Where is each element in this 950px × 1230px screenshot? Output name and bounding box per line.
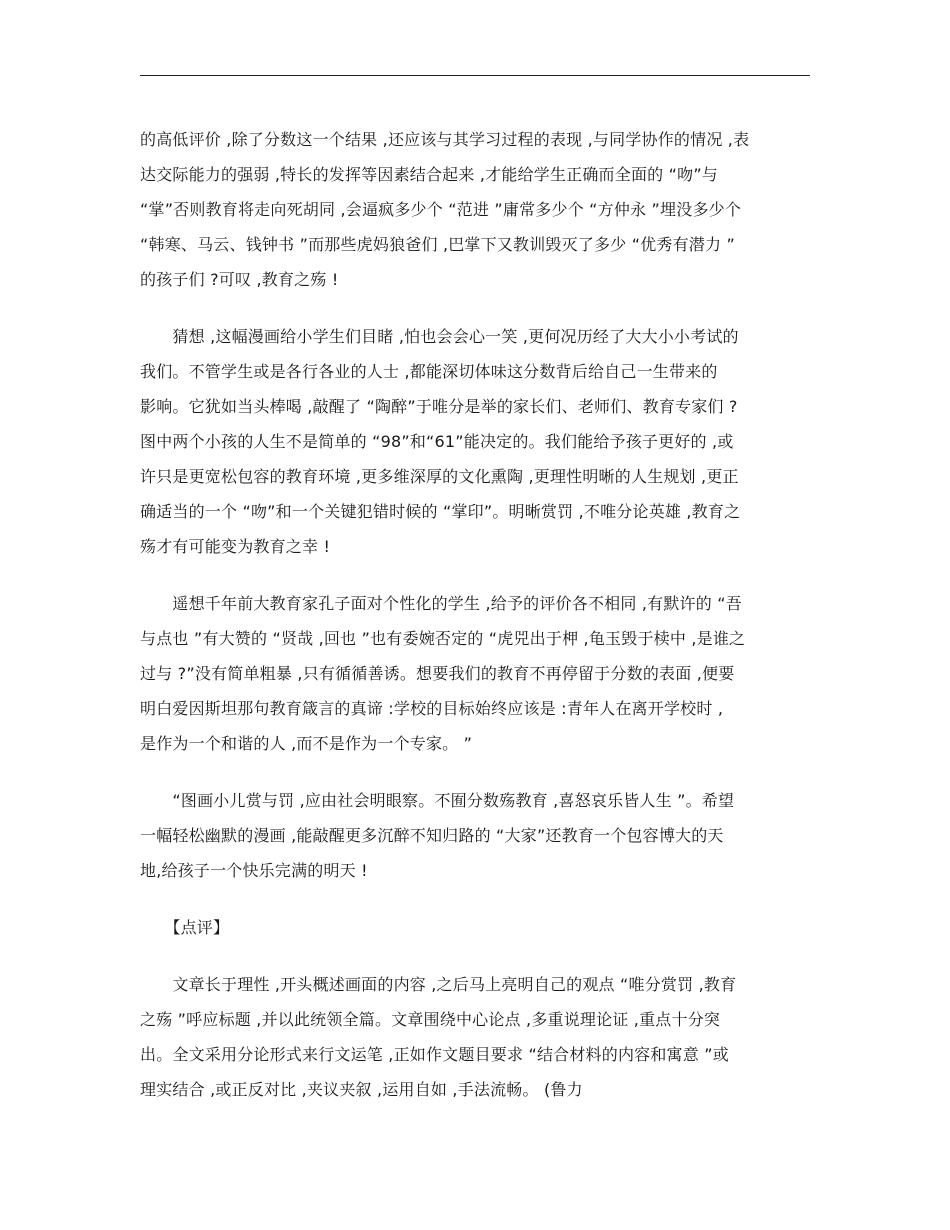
paragraph-review	[140, 967, 820, 1107]
text-line: 之殇 ”呼应标题 ,并以此统领全篇。文章围绕中心论点 ,多重说理论证 ,重点十分突	[140, 1010, 721, 1029]
text-line: “掌”否则教育将走向死胡同 ,会逼疯多少个 “范进 ”庸常多少个 “方仲永 ”埋没多少个	[140, 200, 742, 219]
text-line: 图中两个小孩的人生不是简单的 “98”和“61”能决定的。我们能给予孩子更好的 ,或	[140, 432, 734, 451]
text-line: 是作为一个和谐的人 ,而不是作为一个专家。 ”	[140, 734, 473, 753]
text-line: 理实结合 ,或正反对比 ,夹议夹叙 ,运用自如 ,手法流畅。 (鲁力	[140, 1080, 583, 1099]
text-line: 文章长于理性 ,开头概述画面的内容 ,之后马上亮明自己的观点 “唯分赏罚 ,教育	[140, 975, 737, 994]
text-line: 影响。它犹如当头棒喝 ,敲醒了 “陶醉”于唯分是举的家长们、老师们、教育专家们 ?	[140, 397, 738, 416]
text-line: 猜想 ,这幅漫画给小学生们目睹 ,怕也会会心一笑 ,更何况历经了大大小小考试的	[140, 327, 739, 346]
paragraph-1	[140, 122, 820, 297]
text-line: 出。全文采用分论形式来行文运笔 ,正如作文题目要求 “结合材料的内容和寓意 ”或	[140, 1045, 729, 1064]
paragraph-4	[140, 783, 820, 888]
text-line: “图画小儿赏与罚 ,应由社会明眼察。不囿分数殇教育 ,喜怒哀乐皆人生 ”。希望	[140, 791, 735, 810]
text-line: 的高低评价 ,除了分数这一个结果 ,还应该与其学习过程的表现 ,与同学协作的情况 ,表	[140, 130, 750, 149]
text-line: 【点评】	[140, 918, 230, 937]
text-line: 地,给孩子一个快乐完满的明天 !	[140, 861, 368, 880]
paragraph-2	[140, 319, 820, 564]
header-rule	[140, 75, 810, 76]
text-line: 明白爱因斯坦那句教育箴言的真谛 :学校的目标始终应该是 :青年人在离开学校时 ,	[140, 699, 724, 718]
text-line: 达交际能力的强弱 ,特长的发挥等因素结合起来 ,才能给学生正确而全面的 “吻”与	[140, 165, 719, 184]
paragraph-gap	[140, 888, 820, 910]
document-body	[140, 122, 820, 1107]
text-line: 遥想千年前大教育家孔子面对个性化的学生 ,给予的评价各不相同 ,有默许的 “吾	[140, 594, 742, 613]
paragraph-gap	[140, 564, 820, 586]
text-line: 与点也 ”有大赞的 “贤哉 ,回也 ”也有委婉否定的 “虎兕出于柙 ,龟玉毁于椟中 ,是谁之	[140, 629, 746, 648]
text-line: 我们。不管学生或是各行各业的人士 ,都能深切体味这分数背后给自己一生带来的	[140, 362, 718, 381]
text-line: 过与 ?”没有简单粗暴 ,只有循循善诱。想要我们的教育不再停留于分数的表面 ,便要	[140, 664, 735, 683]
text-line: 许只是更宽松包容的教育环境 ,更多维深厚的文化熏陶 ,更理性明晰的人生规划 ,更正	[140, 467, 739, 486]
text-line: 的孩子们 ?可叹 ,教育之殇 !	[140, 270, 339, 289]
text-line: 殇才有可能变为教育之幸 !	[140, 537, 331, 556]
paragraph-gap	[140, 761, 820, 783]
paragraph-3	[140, 586, 820, 761]
paragraph-gap	[140, 945, 820, 967]
text-line: 确适当的一个 “吻”和一个关键犯错时候的 “掌印”。明晰赏罚 ,不唯分论英雄 ,教育之	[140, 502, 741, 521]
text-line: “韩寒、马云、钱钟书 ”而那些虎妈狼爸们 ,巴掌下又教训毁灭了多少 “优秀有潜力 ”	[140, 235, 735, 254]
text-line: 一幅轻松幽默的漫画 ,能敲醒更多沉醉不知归路的 “大家”还教育一个包容博大的天	[140, 826, 724, 845]
paragraph-gap	[140, 297, 820, 319]
review-heading	[140, 910, 820, 945]
